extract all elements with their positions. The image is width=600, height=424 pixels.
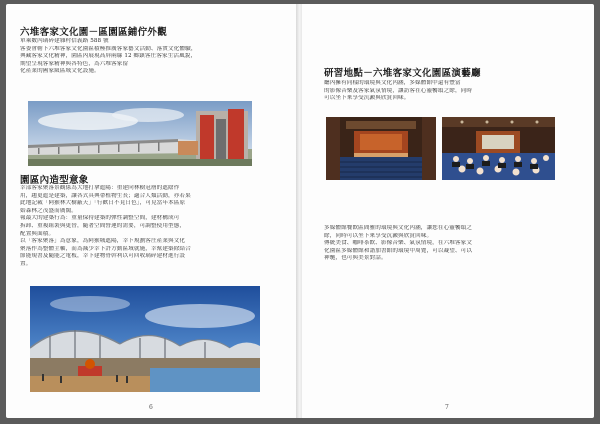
seminar-audience-photo [442, 117, 555, 180]
section-line: 以「客家聚落」為意象，為阿猴城遮陽，幸下規劃客庄產業與文化 [20, 238, 186, 245]
hall-line: 可以坐下來享受沉澱與欣賞回味。 [324, 95, 410, 102]
section-line: 始森林之茂盛而廣闊。 [20, 207, 77, 214]
left-page-title: 六堆客家文化園－區園區鋪佇外觀 [20, 27, 168, 38]
section-line: 報最大的建築行為：重量保持建築的彈性調整空間，建材構成可 [20, 215, 180, 222]
section-line: 拆卸、重複組裝與更替，隨著空間營運的需要，可調整使用型態， [20, 222, 186, 229]
dining-line: 多媒體館餐飲區間雅的環境與文化內涵，讓您在心靈饗頌之 [324, 225, 473, 231]
dining-line: 化園區多媒體館和諧加書館的環境中周覽，可以凝望、可以 [324, 247, 473, 254]
hall-paragraph [324, 80, 586, 103]
dining-line: 傳統美食、咖啡茶飲、影像音樂、氣氛情境，在六堆客家文 [324, 240, 473, 247]
dining-line: 神馳，也可與美景對話。 [324, 255, 387, 262]
intro-line: 典藏客家文化精神，園區內展現高屏兩縣 12 鄉鎮客庄客家生活風貌， [20, 53, 197, 60]
section-line: 聚落作為整體主軸，而為減少幸下許方動區域就施，幸幫建築除結合 [20, 245, 191, 252]
section-line: 節能規書及隨能之電板，幸下建物骨幹利以可回收璃碎建材進行設 [20, 253, 186, 260]
intro-paragraph [20, 38, 290, 76]
right-page-title: 研習地點－六堆客家文化園區演藝廳 [324, 68, 481, 79]
right-page [302, 4, 594, 418]
intro-line: 期望呈現客家精神與各特色，為六堆客家留 [20, 60, 129, 67]
section-line: 幸部客家聚落景觀係為大地打拿遮陽：重建向林樹冠層的遮陰作 [20, 185, 180, 191]
section-title: 園區內造型意象 [20, 175, 89, 186]
intro-line: 單乘數內璃碎建雜村信義路 588 號 [20, 38, 109, 44]
section-line: 用，趨更遮是建築，讓各式具典帶植物生長；適合人類活動，亦若果 [20, 192, 191, 199]
dining-line: 餘，同時可以坐下來享受沉澱與欣賞回味。 [324, 232, 433, 239]
hall-line: 廳內擁有同樣的環境與文化內涵，多媒體館中還有豐富 [324, 80, 461, 86]
section-paragraph [20, 185, 292, 269]
page-number-right: 7 [445, 404, 449, 411]
building-exterior-photo [28, 101, 252, 166]
left-page [6, 4, 298, 418]
intro-line: 客委會轄下六堆客家文化園區積極推廣客家藝文活動、落實文化體驗， [20, 45, 197, 52]
dining-paragraph [324, 225, 586, 263]
hall-line: 的影像音樂及客家氣氛情境，讓訪客在心靈饗頌之餘，同時 [324, 87, 473, 94]
section-line: 配置與面積。 [20, 230, 55, 237]
intro-line: 化產業的國家級區域文化設施。 [20, 68, 100, 75]
section-line: 此地記載「阿猴林大樹蔽天」「行歡日不見日色」，可見當年本區原 [20, 200, 186, 207]
canopy-park-photo [30, 286, 260, 392]
auditorium-photo [326, 117, 436, 180]
page-number-left: 6 [149, 404, 153, 411]
section-line: 置。 [20, 260, 32, 267]
